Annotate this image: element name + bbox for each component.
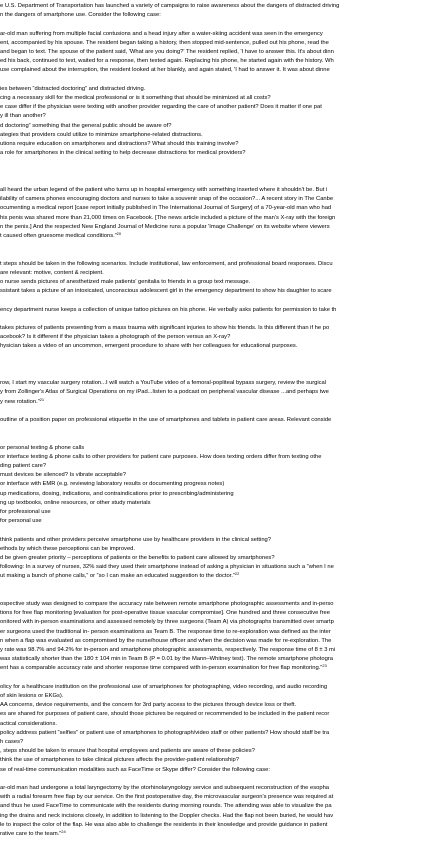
text-line <box>0 306 430 314</box>
text-line <box>0 269 430 277</box>
text-line <box>0 683 430 691</box>
text-line <box>0 802 430 810</box>
text-line <box>0 407 430 415</box>
line-text: es are shared for purposes of patient care, should those pictures be required or recommended to be included in the patient recor <box>0 711 330 718</box>
text-line <box>0 241 430 249</box>
line-text: or interface with EMR (e.g. reviewing laboratory results or documenting progress notes) <box>0 481 225 488</box>
text-line <box>0 177 430 185</box>
line-text: ed his back, continued to text, waited for a response, then texted again. Replacing his phone, he started again with the history. Wh <box>0 58 334 65</box>
line-text: y ill than another? <box>0 113 46 120</box>
text-line <box>0 232 430 240</box>
line-text: t caused often gruesome medical conditions.” <box>0 233 117 239</box>
line-text: acebook? Is it different if the physician takes a photograph of the person versus an X-ray? <box>0 334 231 341</box>
text-line <box>0 821 430 829</box>
line-text: ilability of camera phones encouraging doctors and nurses to take a souvenir snap of the occasion?... A recent story in The Canbe <box>0 196 334 203</box>
footnote-ref: 23 <box>322 664 327 669</box>
line-text: must devices be silenced? Is vibrate acceptable? <box>0 472 126 479</box>
text-line <box>0 379 430 387</box>
text-line <box>0 784 430 792</box>
line-text: AA concerns, device requirements, and the concern for 3rd party access to the pictures through device loss or theft. <box>0 702 297 709</box>
line-text: actical considerations. <box>0 720 58 727</box>
line-text: o nurse sends pictures of anesthetized male patients' genitalia to friends in a group text message. <box>0 279 251 285</box>
text-line <box>0 720 430 728</box>
text-line <box>0 149 430 157</box>
line-text: ency department nurse keeps a collection of unique tattoo pictures on his phone. He verbally asks patients for permission to take th <box>0 306 337 313</box>
line-text: ategies that providers could utilize to minimize smartphone-related distractions. <box>0 131 203 138</box>
line-text: e case differ if the physician were texting with another provider regarding the care of another patient? Does it matter if one pat <box>0 104 322 111</box>
text-line <box>0 30 430 38</box>
text-line <box>0 582 430 590</box>
line-text: takes pictures of patients presenting from a mass trauma with significant injuries to show his friends. Is this different than if he po <box>0 325 330 331</box>
text-line <box>0 756 430 764</box>
text-line <box>0 701 430 709</box>
line-text: ies between “distracted doctoring” and distracted driving. <box>0 85 146 92</box>
text-line <box>0 462 430 470</box>
text-line <box>0 490 430 498</box>
line-text: for personal use <box>0 518 42 525</box>
text-line <box>0 204 430 212</box>
text-line <box>0 398 430 406</box>
line-text: outline of a position paper on professional etiquette in the use of smartphones and tablets in patient care areas. Relevant conside <box>0 417 332 423</box>
text-line <box>0 103 430 111</box>
text-line <box>0 444 430 452</box>
text-line <box>0 352 430 360</box>
line-text: tions for free flap monitoring [evaluation for post-operative tissue vascular compromise]. One hundred and three consecutive free <box>0 610 330 617</box>
line-text: ding patient care? <box>0 463 47 469</box>
text-line <box>0 572 430 580</box>
text-line <box>0 333 430 341</box>
text-line <box>0 85 430 93</box>
text-line <box>0 112 430 120</box>
text-line <box>0 158 430 166</box>
text-line <box>0 766 430 774</box>
line-text: of skin lesions or EKGs). <box>0 693 64 699</box>
text-line <box>0 591 430 599</box>
line-text: or interface texting & phone calls to other providers for patient care purposes. How does texting orders differ from texting othe <box>0 453 322 460</box>
text-line <box>0 388 430 396</box>
text-line <box>0 195 430 203</box>
text-line <box>0 674 430 682</box>
line-text: le to inspect the color of the flap. He was also able to challenge the residents in their knowledge and provide guidance in patient <box>0 821 328 828</box>
line-text: er surgeons used the traditional in- person examinations as Team B. The response time to re-exploration was defined as the inter <box>0 628 331 635</box>
text-line <box>0 526 430 534</box>
line-text: utions require education on smartphones and distractions? What should this training involve? <box>0 141 239 147</box>
text-line <box>0 710 430 718</box>
line-text: for professional use <box>0 509 51 515</box>
text-line <box>0 214 430 222</box>
footnote-ref: 21 <box>39 397 45 402</box>
text-line <box>0 775 430 783</box>
line-text: his penis was shared more than 21,000 times on Facebook. [The news article included a picture of the man's X-ray with the foreign <box>0 214 336 221</box>
line-text: ar-old man had undergone a total laryngectomy by the otorhinolaryngology service and subsequent reconstruction of the esopha <box>0 785 330 791</box>
line-text: se of real-time communication modalities such as FaceTime or Skype differ? Consider the following case: <box>0 766 270 773</box>
line-text: ent, accompanied by his spouse. The resident began taking a history, then stopped mid-sentence, pulled out his phone, read the <box>0 39 329 46</box>
line-text: think the use of smartphones to take clinical pictures affects the provider-patient relationship? <box>0 757 239 764</box>
text-line <box>0 342 430 350</box>
line-text: onitored with in-person examinations and assessed remotely by three surgeons (Team A) via photographs transmitted over smartp <box>0 619 334 626</box>
line-text: and began to text. The spouse of the patient said, 'What are you doing?' The resident replied, 'I have to answer this. It's about dinn <box>0 49 334 55</box>
line-text: hysician takes a video of an uncommon, emergent procedure to share with her colleagues for educational purposes. <box>0 343 298 350</box>
text-line <box>0 186 430 194</box>
text-line <box>0 66 430 74</box>
text-line <box>0 315 430 323</box>
line-text: h cases? <box>0 739 24 745</box>
text-line <box>0 738 430 746</box>
text-line <box>0 57 430 65</box>
text-line <box>0 692 430 700</box>
text-line <box>0 618 430 626</box>
text-line <box>0 609 430 617</box>
text-line <box>0 830 430 838</box>
text-line <box>0 48 430 56</box>
text-line <box>0 425 430 433</box>
text-line <box>0 223 430 231</box>
text-line <box>0 20 430 28</box>
line-text: y from Zollinger's Atlas of Surgical Operations on my iPad...listen to a podcast on peripheral vascular disease ...and perhaps twe <box>0 389 329 396</box>
line-text: think patients and other providers perceive smartphone use by healthcare providers in the clinical setting? <box>0 536 271 543</box>
text-line <box>0 600 430 608</box>
line-text: all heard the urban legend of the patient who turns up in hospital emergency with something inserted where it shouldn't be. But i <box>0 187 328 193</box>
line-text: with a radial forearm free flap by our service. On the first postoperative day, the microvascular surgeon's presence was required at <box>0 794 334 801</box>
text-line <box>0 39 430 47</box>
line-text: ssistant takes a picture of an intoxicated, unconscious adolescent girl in the emergency department to show his daughter to scare <box>0 288 332 295</box>
line-text: d be given greater priority – perceptions of patients or the benefits to patient care allowed by smartphones? <box>0 555 275 561</box>
line-text: n the penis.] And the respected New England Journal of Medicine runs a popular 'Image Challenge' on its website where viewers <box>0 223 330 230</box>
text-line <box>0 628 430 636</box>
text-line <box>0 76 430 84</box>
text-line <box>0 747 430 755</box>
line-text: y rate was 98.7% and 94.2% for in-person and smartphone photographic assessments, respectively. The response time of 8 ± 3 mi <box>0 647 336 653</box>
text-line <box>0 11 430 19</box>
line-text: ng up textbooks, online resources, or other study materials <box>0 499 151 506</box>
text-line <box>0 517 430 525</box>
line-text: up medications, dosing, indications, and contraindications prior to prescribing/administering <box>0 490 234 497</box>
text-line <box>0 140 430 148</box>
text-line <box>0 793 430 801</box>
text-line <box>0 812 430 820</box>
text-line <box>0 664 430 672</box>
text-line <box>0 324 430 332</box>
line-text: ar-old man suffering from multiple facial contusions and a head injury after a water-skiing accident was seen in the emergency <box>0 30 323 37</box>
line-text: , steps should be taken to ensure that hospital employees and patients are aware of these policies? <box>0 748 255 755</box>
footnote-ref: 24 <box>61 830 66 834</box>
line-text: a role for smartphones in the clinical setting to help decrease distractions for medical providers? <box>0 150 246 157</box>
line-text: and thus he used FaceTime to communicate with the residents during morning rounds. The attending was able to visualize the pa <box>0 803 332 810</box>
text-line <box>0 646 430 654</box>
line-text: rative care to the team.” <box>0 831 62 837</box>
line-text: e U.S. Department of Transportation has launched a variety of campaigns to raise awareness about the dangers of distracted driving <box>0 3 340 9</box>
text-line <box>0 471 430 479</box>
text-line <box>0 655 430 663</box>
text-line <box>0 94 430 102</box>
text-line <box>0 122 430 130</box>
text-line <box>0 563 430 571</box>
text-line <box>0 250 430 258</box>
text-line <box>0 278 430 286</box>
text-line <box>0 536 430 544</box>
text-line <box>0 545 430 553</box>
text-line <box>0 168 430 176</box>
line-text: use complained about the interruption, the resident looked at her blankly, and again stated, 'I had to answer it. It was about dinne <box>0 67 330 74</box>
line-text: ethods by which these perceptions can be improved. <box>0 545 136 552</box>
line-text: or personal texting & phone calls <box>0 444 85 451</box>
line-text: ent has a comparable accuracy rate and shorter response time compared with in-person examination for free flap monitoring.” <box>0 665 323 672</box>
line-text: cing a necessary skill for the medical professional or is it something that should be minimized at all costs? <box>0 95 271 101</box>
line-text: olicy for a healthcare institution on the professional use of smartphones for photographing, video recording, and audio recording <box>0 683 328 690</box>
line-text: was statistically shorter than the 180 ± 104 min in Team B (P = 0.01 by the Mann–Whitney test). The remote smartphone photogra <box>0 656 333 663</box>
line-text: n when a flap was evaluated as compromised by the nurse/house officer and when the decision was made for re-exploration. The <box>0 637 332 644</box>
text-line <box>0 508 430 516</box>
line-text: policy address patient “selfies” or patient use of smartphones to photograph/video staff or other patients? How should staff be tra <box>0 729 330 736</box>
text-line <box>0 554 430 562</box>
line-text: d doctoring” something that the general public should be aware of? <box>0 122 172 129</box>
text-line <box>0 260 430 268</box>
text-line <box>0 370 430 378</box>
line-text: y new rotation.” <box>0 398 40 405</box>
line-text: ing the drains and neck incisions closely, in addition to listening to the Doppler checks. Had the flap not been buried, he would hav <box>0 812 334 819</box>
text-line <box>0 131 430 139</box>
line-text: ospective study was designed to compare the accuracy rate between remote smartphone photographic assessments and in-perso <box>0 601 334 607</box>
line-text: ocumenting a medical report [case report initially published in The International Journal of Surgery] of a 70-year-old man who had <box>0 205 332 212</box>
text-line <box>0 361 430 369</box>
footnote-ref: 22 <box>234 572 240 577</box>
line-text: t steps should be taken in the following scenarios. Include institutional, law enforcement, and professional board responses. Discu <box>0 260 333 267</box>
text-line <box>0 2 430 10</box>
text-line <box>0 480 430 488</box>
text-line <box>0 729 430 737</box>
line-text: following: In a survey of nurses, 32% said they used their smartphone instead of asking a physician in situations such a “when I ne <box>0 564 334 571</box>
line-text: row, I start my vascular surgery rotation...I will watch a YouTube video of a femoral-popliteal bypass surgery, review the surgical <box>0 380 327 387</box>
line-text: are relevant: motive, content & recipient. <box>0 269 104 276</box>
footnote-ref: 20 <box>116 232 122 236</box>
line-text: ut making a bunch of phone calls,” or “so I can make an educated suggestion to the doctor.” <box>0 573 235 580</box>
text-line <box>0 499 430 507</box>
text-line <box>0 416 430 424</box>
text-line <box>0 453 430 461</box>
text-line <box>0 296 430 304</box>
text-line <box>0 637 430 645</box>
text-line <box>0 287 430 295</box>
line-text: n the dangers of smartphone use. Consider the following case: <box>0 12 161 19</box>
text-line <box>0 434 430 442</box>
